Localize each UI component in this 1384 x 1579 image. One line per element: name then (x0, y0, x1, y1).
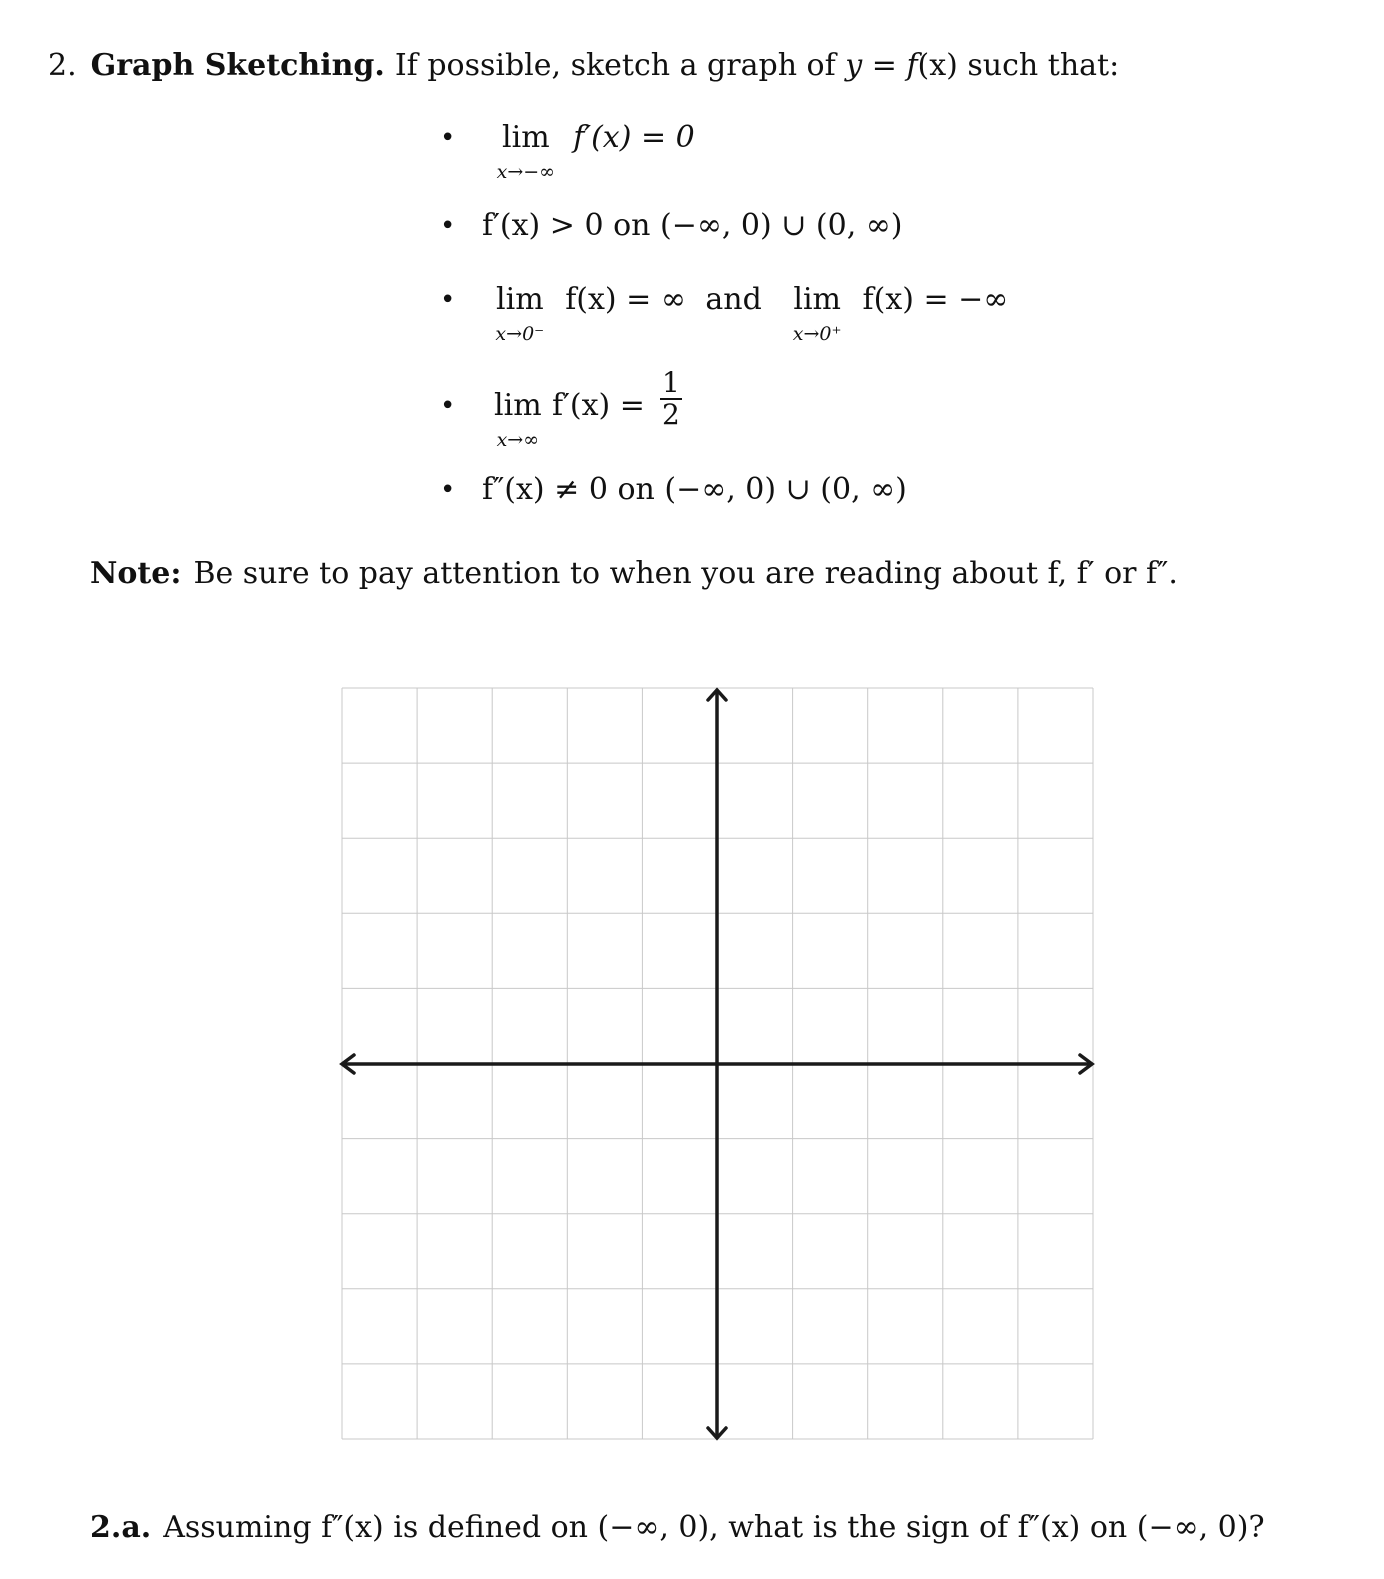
condition-expression: f(x) = ∞ (565, 282, 686, 317)
bullet-icon: • (440, 391, 456, 421)
subquestion-label: 2.a. (90, 1510, 152, 1545)
note-label: Note: (90, 556, 182, 591)
problem-intro-fx: f (906, 48, 918, 83)
limit-word-2: lim (793, 282, 841, 317)
bullet-icon: • (440, 211, 456, 241)
condition-expression: f′(x) = (552, 388, 645, 423)
problem-intro-paren: (x) (917, 48, 958, 83)
limit-subscript-2: x→0⁺ (792, 323, 842, 345)
bullet-icon: • (440, 475, 456, 505)
limit-word: lim (496, 282, 544, 317)
bullet-icon: • (440, 285, 456, 315)
limit-subscript: x→−∞ (496, 161, 556, 183)
axes (342, 690, 1092, 1438)
fraction-numerator: 1 (662, 366, 680, 399)
problem-title: Graph Sketching. (90, 48, 385, 83)
limit-subscript: x→0⁻ (495, 323, 545, 345)
limit-subscript: x→∞ (496, 429, 540, 451)
note-text: Be sure to pay attention to when you are reading about f, f′ or f″. (193, 556, 1178, 591)
limit-word: lim (502, 120, 550, 155)
problem-intro-prefix: If possible, sketch a graph of (394, 48, 846, 83)
problem-intro-y: y (845, 48, 863, 83)
condition-connector: and (705, 282, 762, 317)
problem-intro-eq: = (862, 48, 907, 83)
problem-intro-suffix: such that: (957, 48, 1120, 83)
limit-word: lim (494, 388, 542, 423)
condition-expression-2: f(x) = −∞ (862, 282, 1009, 317)
bullet-icon: • (440, 123, 456, 153)
subquestion-2a (90, 1506, 1265, 1550)
fraction-denominator: 2 (662, 398, 680, 431)
condition-expression: f″(x) ≠ 0 on (−∞, 0) ∪ (0, ∞) (482, 472, 907, 507)
problem-number: 2. (48, 48, 77, 83)
condition-expression: f′(x) > 0 on (−∞, 0) ∪ (0, ∞) (482, 208, 903, 243)
subquestion-text: Assuming f″(x) is defined on (−∞, 0), what is the sign of f″(x) on (−∞, 0)? (163, 1510, 1265, 1545)
condition-expression: f′(x) = 0 (573, 120, 695, 155)
